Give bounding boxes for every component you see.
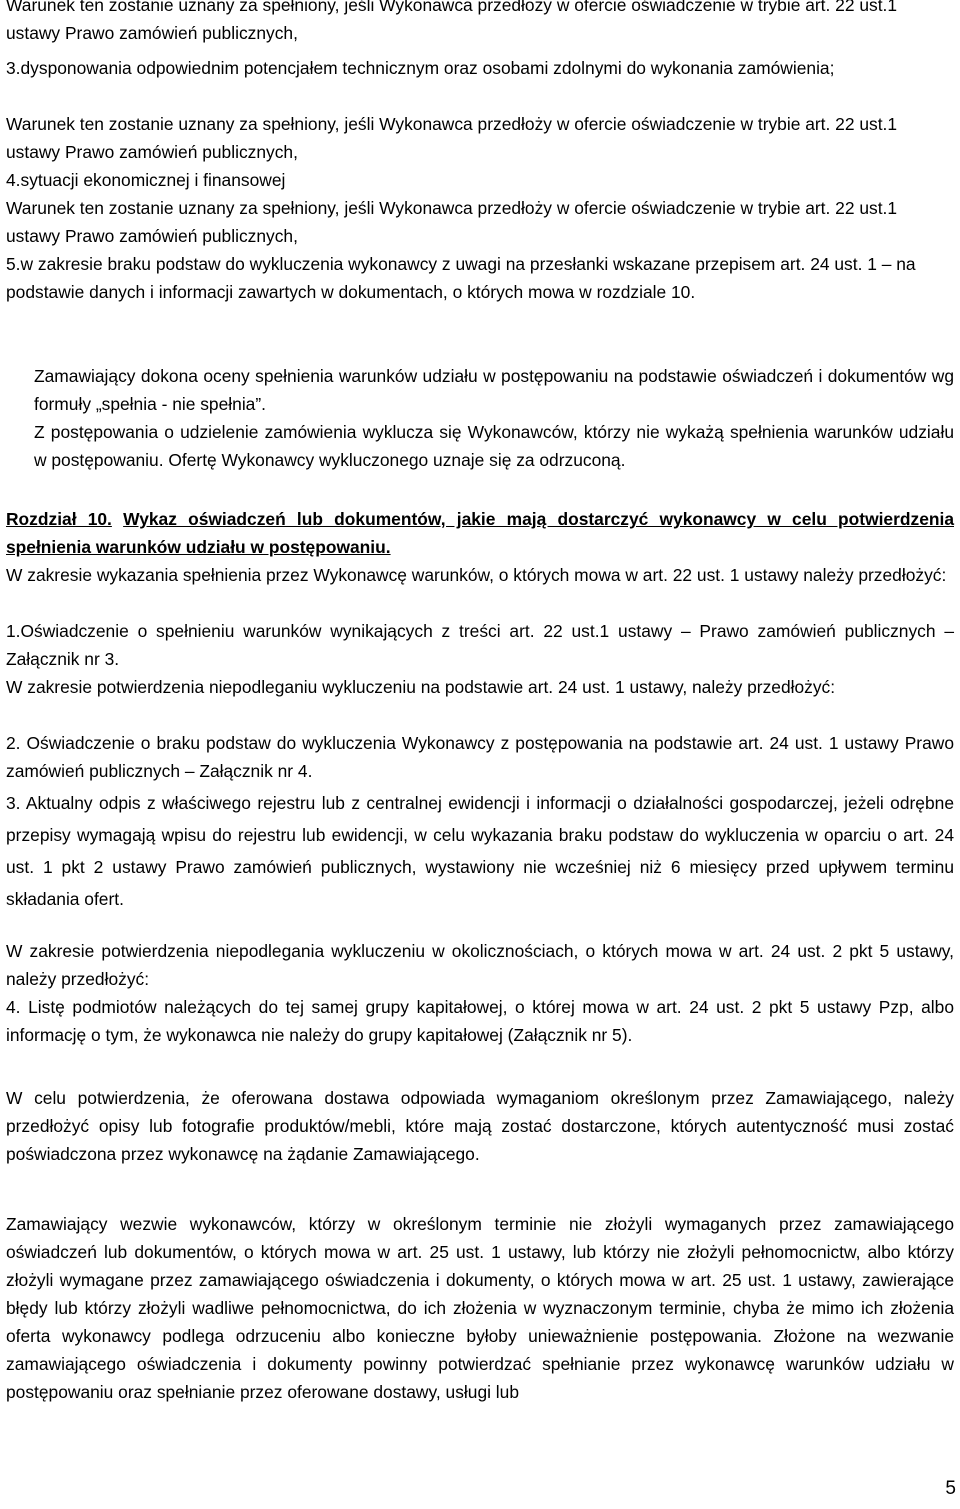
confirmation-paragraph: W celu potwierdzenia, że oferowana dostawa odpowiada wymaganiom określonym przez Zamawiającego, należy przedłożyć opisy lub fotografie produktów/mebli, które mają zostać dostarczone, których autentyczność musi zostać poświadczona przez wykonawcę na żądanie Zamawiającego. — [6, 1088, 954, 1164]
section-intro: W zakresie potwierdzenia niepodlegania wykluczeniu w okolicznościach, o których mowa w art. 24 ust. 2 pkt 5 ustawy, należy przedłożyć: — [6, 941, 954, 989]
list-item: 4.sytuacji ekonomicznej i finansowej — [6, 170, 286, 190]
chapter-title: Wykaz oświadczeń lub dokumentów, jakie mają dostarczyć wykonawcy w celu potwierdzenia spełnienia warunków udziału w postępowaniu. — [6, 509, 954, 557]
list-item: 2. Oświadczenie o braku podstaw do wykluczenia Wykonawcy z postępowania na podstawie art. 24 ust. 1 ustawy Prawo zamówień publicznych – Załącznik nr 4. — [6, 733, 954, 781]
condition-text: Warunek ten zostanie uznany za spełniony, jeśli Wykonawca przedłoży w ofercie oświadczenie w trybie art. 22 ust.1 ustawy Prawo zamówień publicznych, — [6, 198, 898, 246]
summons-paragraph: Zamawiający wezwie wykonawców, którzy w określonym terminie nie złożyli wymaganych przez zamawiającego oświadczeń lub dokumentów, o których mowa w art. 25 ust. 1 ustawy, lub którzy nie złożyli pełnomocnictw, albo którzy złożyli wymagane przez zamawiającego oświadczenia i dokumenty, o których mowa w art. 25 ust. 1 ustawy, zawierające błędy lub którzy złożyli wadliwe pełnomocnictwa, do ich złożenia w wyznaczonym terminie, chyba że mimo ich złożenia oferta wykonawcy podlega odrzuceniu albo konieczne byłoby unieważnienie postępowania. Złożone na wezwanie zamawiającego oświadczenia i dokumenty powinny potwierdzać spełnianie przez wykonawcę warunków udziału w postępowaniu oraz spełnianie przez oferowane dostawy, usługi lub — [6, 1214, 954, 1402]
assessment-paragraph: Zamawiający dokona oceny spełnienia warunków udziału w postępowaniu na podstawie oświadczeń i dokumentów wg formuły „spełnia - nie spełnia”. — [34, 366, 954, 414]
chapter-heading — [6, 505, 954, 561]
list-item: 5.w zakresie braku podstaw do wykluczenia wykonawcy z uwagi na przesłanki wskazane przepisem art. 24 ust. 1 – na podstawie danych i informacji zawartych w dokumentach, o których mowa w rozdziale 10. — [6, 254, 916, 302]
list-item: 3.dysponowania odpowiednim potencjałem technicznym oraz osobami zdolnymi do wykonania zamówienia; — [6, 58, 835, 78]
condition-text: Warunek ten zostanie uznany za spełniony, jeśli Wykonawca przedłoży w ofercie oświadczenie w trybie art. 22 ust.1 ustawy Prawo zamówień publicznych, — [6, 0, 898, 43]
list-item: 3. Aktualny odpis z właściwego rejestru lub z centralnej ewidencji i informacji o działalności gospodarczej, jeżeli odrębne przepisy wymagają wpisu do rejestru lub ewidencji, w celu wykazania braku podstaw do wykluczenia w oparciu o art. 24 ust. 1 pkt 2 ustawy Prawo zamówień publicznych, wystawiony nie wcześniej niż 6 miesięcy przed upływem terminu składania ofert. — [6, 793, 954, 909]
exclusion-paragraph: Z postępowania o udzielenie zamówienia wyklucza się Wykonawców, którzy nie wykażą spełnienia warunków udziału w postępowaniu. Ofertę Wykonawcy wykluczonego uznaje się za odrzuconą. — [34, 422, 954, 470]
section-intro: W zakresie wykazania spełnienia przez Wykonawcę warunków, o których mowa w art. 22 ust. 1 ustawy należy przedłożyć: — [6, 565, 947, 585]
condition-text: Warunek ten zostanie uznany za spełniony, jeśli Wykonawca przedłoży w ofercie oświadczenie w trybie art. 22 ust.1 ustawy Prawo zamówień publicznych, — [6, 114, 898, 162]
list-item: 1.Oświadczenie o spełnieniu warunków wynikających z treści art. 22 ust.1 ustawy – Prawo zamówień publicznych – Załącznik nr 3. — [6, 621, 954, 669]
page-number: 5 — [945, 1478, 956, 1499]
section-intro: W zakresie potwierdzenia niepodleganiu wykluczeniu na podstawie art. 24 ust. 1 ustawy, należy przedłożyć: — [6, 677, 836, 697]
chapter-label: Rozdział 10. — [6, 509, 112, 529]
list-item: 4. Listę podmiotów należących do tej samej grupy kapitałowej, o której mowa w art. 24 ust. 2 pkt 5 ustawy Pzp, albo informację o tym, że wykonawca nie należy do grupy kapitałowej (Załącznik nr 5). — [6, 997, 954, 1045]
